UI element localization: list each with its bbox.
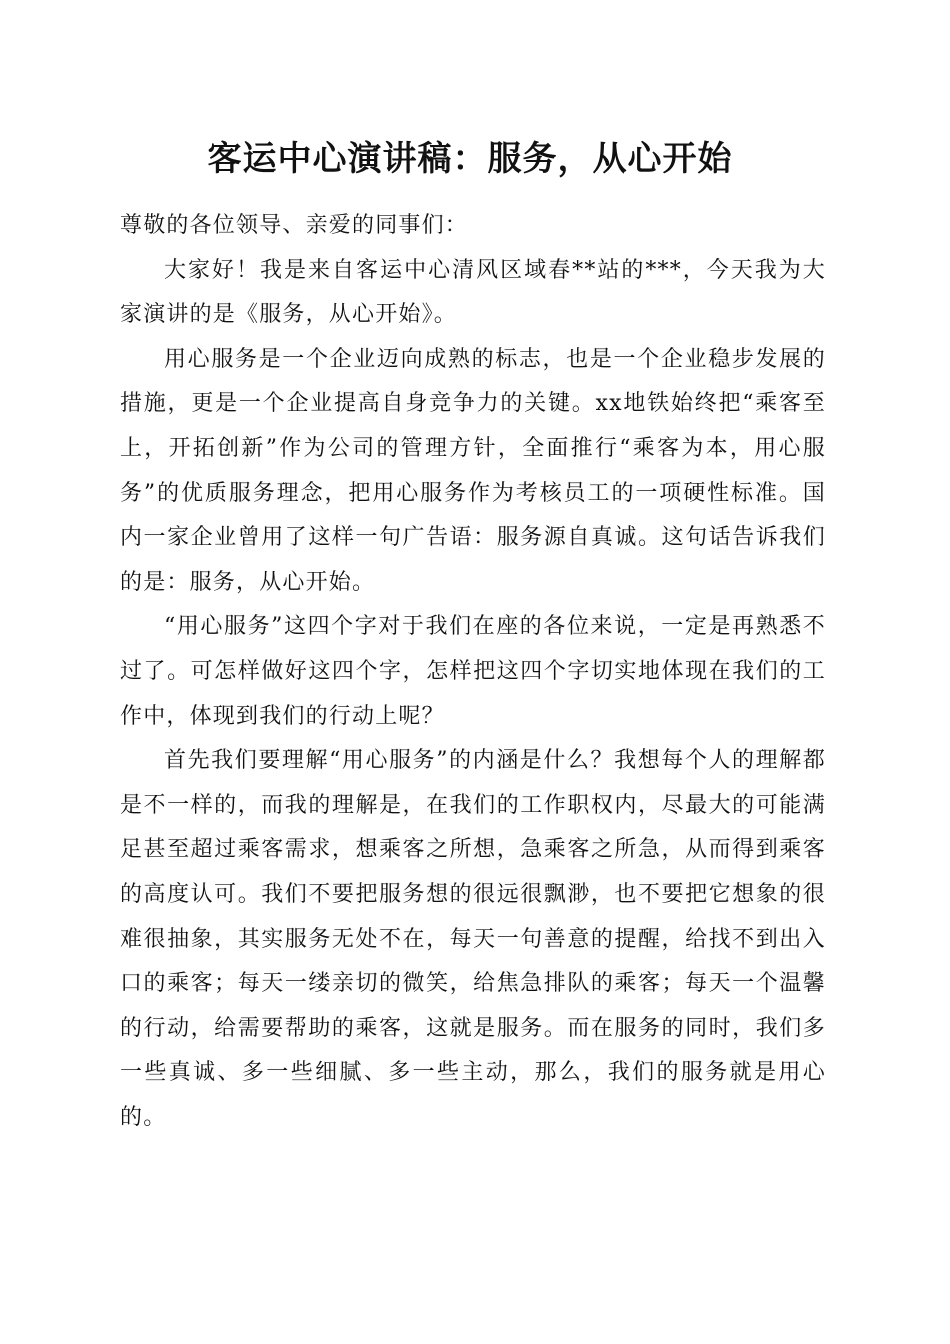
salutation: 尊敬的各位领导、亲爱的同事们： [120,213,469,238]
paragraph-four-characters: “用心服务”这四个字对于我们在座的各位来说，一定是再熟悉不过了。可怎样做好这四个字，怎样把这四个字切实地体现在我们的工作中，体现到我们的行动上呢？ [120,614,826,729]
document-title: 客运中心演讲稿：服务，从心开始 [207,139,733,179]
paragraph-greeting: 大家好！我是来自客运中心清风区域春**站的***，今天我为大家演讲的是《服务，从心开始》。 [120,257,826,328]
paragraph-meaning-of-service: 首先我们要理解“用心服务”的内涵是什么？我想每个人的理解都是不一样的，而我的理解是，在我们的工作职权内，尽最大的可能满足甚至超过乘客需求，想乘客之所想，急乘客之所急，从而得到乘客的高度认可。我们不要把服务想的很远很飘渺，也不要把它想象的很难很抽象，其实服务无处不在，每天一句善意的提醒，给找不到出入口的乘客；每天一缕亲切的微笑，给焦急排队的乘客；每天一个温馨的行动，给需要帮助的乘客，这就是服务。而在服务的同时，我们多一些真诚、多一些细腻、多一些主动，那么，我们的服务就是用心的。 [120,748,826,1130]
document-body [120,204,826,1140]
paragraph-service-importance: 用心服务是一个企业迈向成熟的标志，也是一个企业稳步发展的措施，更是一个企业提高自身竞争力的关键。xx地铁始终把“乘客至上，开拓创新”作为公司的管理方针，全面推行“乘客为本，用心服务”的优质服务理念，把用心服务作为考核员工的一项硬性标准。国内一家企业曾用了这样一句广告语：服务源自真诚。这句话告诉我们的是：服务，从心开始。 [120,346,826,595]
